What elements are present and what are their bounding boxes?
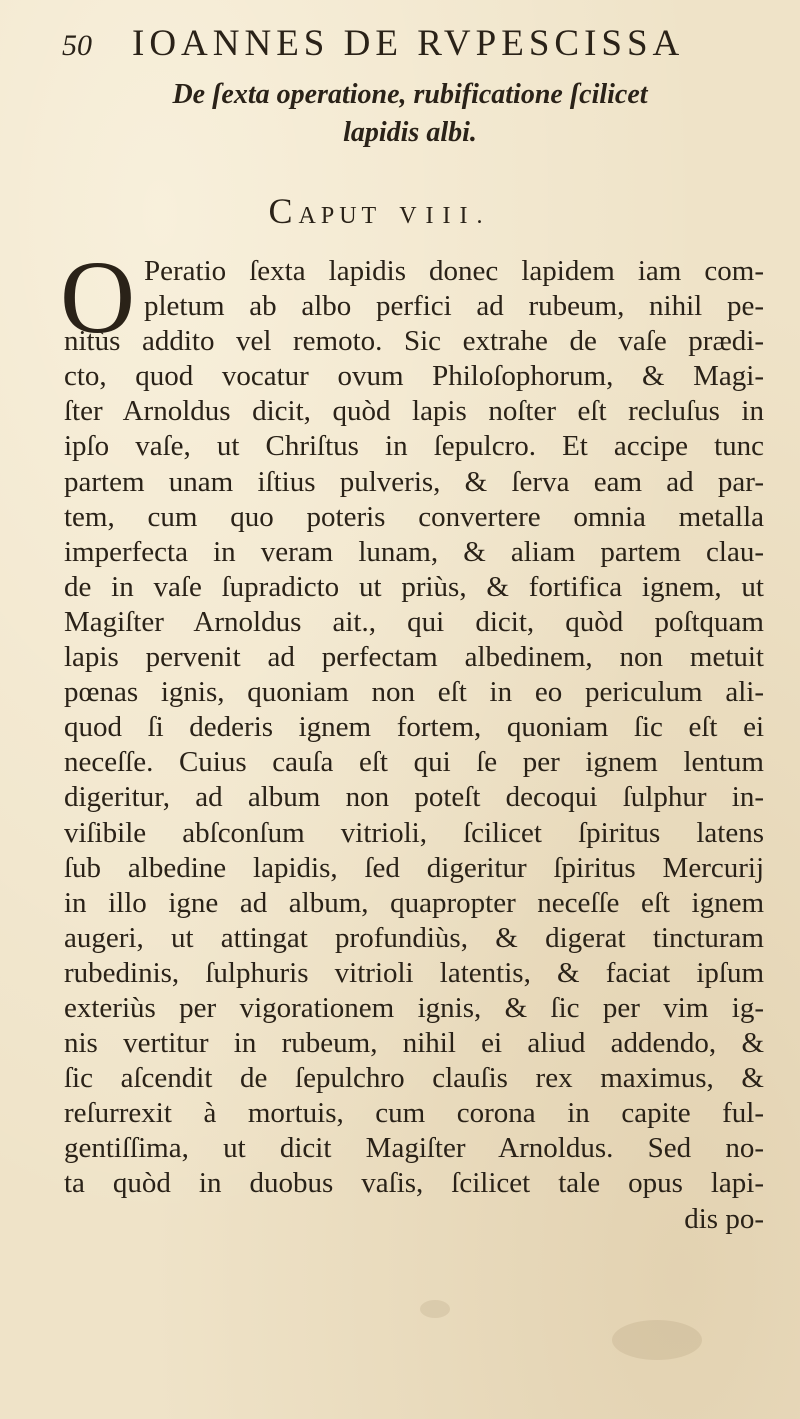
text-line: digeritur, ad album non poteſt decoqui ſulphur in- — [64, 781, 764, 814]
text-line: cto, quod vocatur ovum Philoſophorum, & Magi- — [64, 360, 764, 393]
text-line: partem unam iſtius pulveris, & ſerva eam ad par- — [64, 465, 764, 498]
text-line: gentiſſima, ut dicit Magiſter Arnoldus. Sed no- — [64, 1132, 764, 1165]
text-line: viſibile abſconſum vitrioli, ſcilicet ſpiritus latens — [64, 816, 764, 849]
text-line: ta quòd in duobus vaſis, ſcilicet tale opus lapi- — [64, 1167, 764, 1200]
text-line: ſic aſcendit de ſepulchro clauſis rex maximus, & — [64, 1062, 764, 1095]
chapter-heading-word: APUT — [298, 203, 382, 229]
text-line: augeri, ut attingat profundiùs, & digerat tincturam — [64, 921, 764, 954]
chapter-heading-initial: C — [268, 191, 299, 231]
text-line: ſter Arnoldus dicit, quòd lapis noſter eſt recluſus in — [64, 395, 764, 428]
drop-cap: O — [60, 240, 136, 355]
page-number: 50 — [62, 29, 92, 62]
text-line: reſurrexit à mortuis, cum corona in capite ful- — [64, 1097, 764, 1130]
text-line: ipſo vaſe, ut Chriſtus in ſepulcro. Et accipe tunc — [64, 430, 764, 463]
paper-stain — [420, 1300, 450, 1318]
section-heading — [60, 76, 760, 152]
text-line: nis vertitur in rubeum, nihil ei aliud addendo, & — [64, 1027, 764, 1060]
text-line: de in vaſe ſupradicto ut priùs, & fortifica ignem, ut — [64, 570, 764, 603]
text-line: exteriùs per vigorationem ignis, & ſic per vim ig- — [64, 991, 764, 1024]
body-text — [64, 254, 764, 1237]
text-line: in illo igne ad album, quapropter neceſſe eſt ignem — [64, 886, 764, 919]
running-title: IOANNES DE RVPESCISSA — [132, 23, 685, 64]
text-line: quod ſi dederis ignem fortem, quoniam ſic eſt ei — [64, 711, 764, 744]
catchword: dis po- — [684, 1202, 764, 1235]
chapter-number: VIII. — [399, 203, 492, 229]
text-line: ſub albedine lapidis, ſed digeritur ſpiritus Mercurij — [64, 851, 764, 884]
running-head — [62, 22, 742, 72]
text-line: tem, cum quo poteris convertere omnia metalla — [64, 500, 764, 533]
chapter-heading — [60, 190, 700, 232]
section-heading-line: lapidis albi. — [343, 117, 477, 148]
paper-stain — [612, 1320, 702, 1360]
text-line: pœnas ignis, quoniam non eſt in eo periculum ali- — [64, 676, 764, 709]
text-line: imperfecta in veram lunam, & aliam partem clau- — [64, 535, 764, 568]
text-line: pletum ab albo perfici ad rubeum, nihil pe- — [144, 290, 764, 323]
text-line: Magiſter Arnoldus ait., qui dicit, quòd poſtquam — [64, 605, 764, 638]
text-line: rubedinis, ſulphuris vitrioli latentis, & faciat ipſum — [64, 956, 764, 989]
text-line: lapis pervenit ad perfectam albedinem, non metuit — [64, 641, 764, 674]
text-line: Peratio ſexta lapidis donec lapidem iam com- — [144, 255, 764, 287]
text-line: neceſſe. Cuius cauſa eſt qui ſe per ignem lentum — [64, 746, 764, 779]
section-heading-line: De ſexta operatione, rubificatione ſcilicet — [172, 79, 648, 110]
text-line: nitùs addito vel remoto. Sic extrahe de vaſe prædi- — [64, 325, 764, 358]
